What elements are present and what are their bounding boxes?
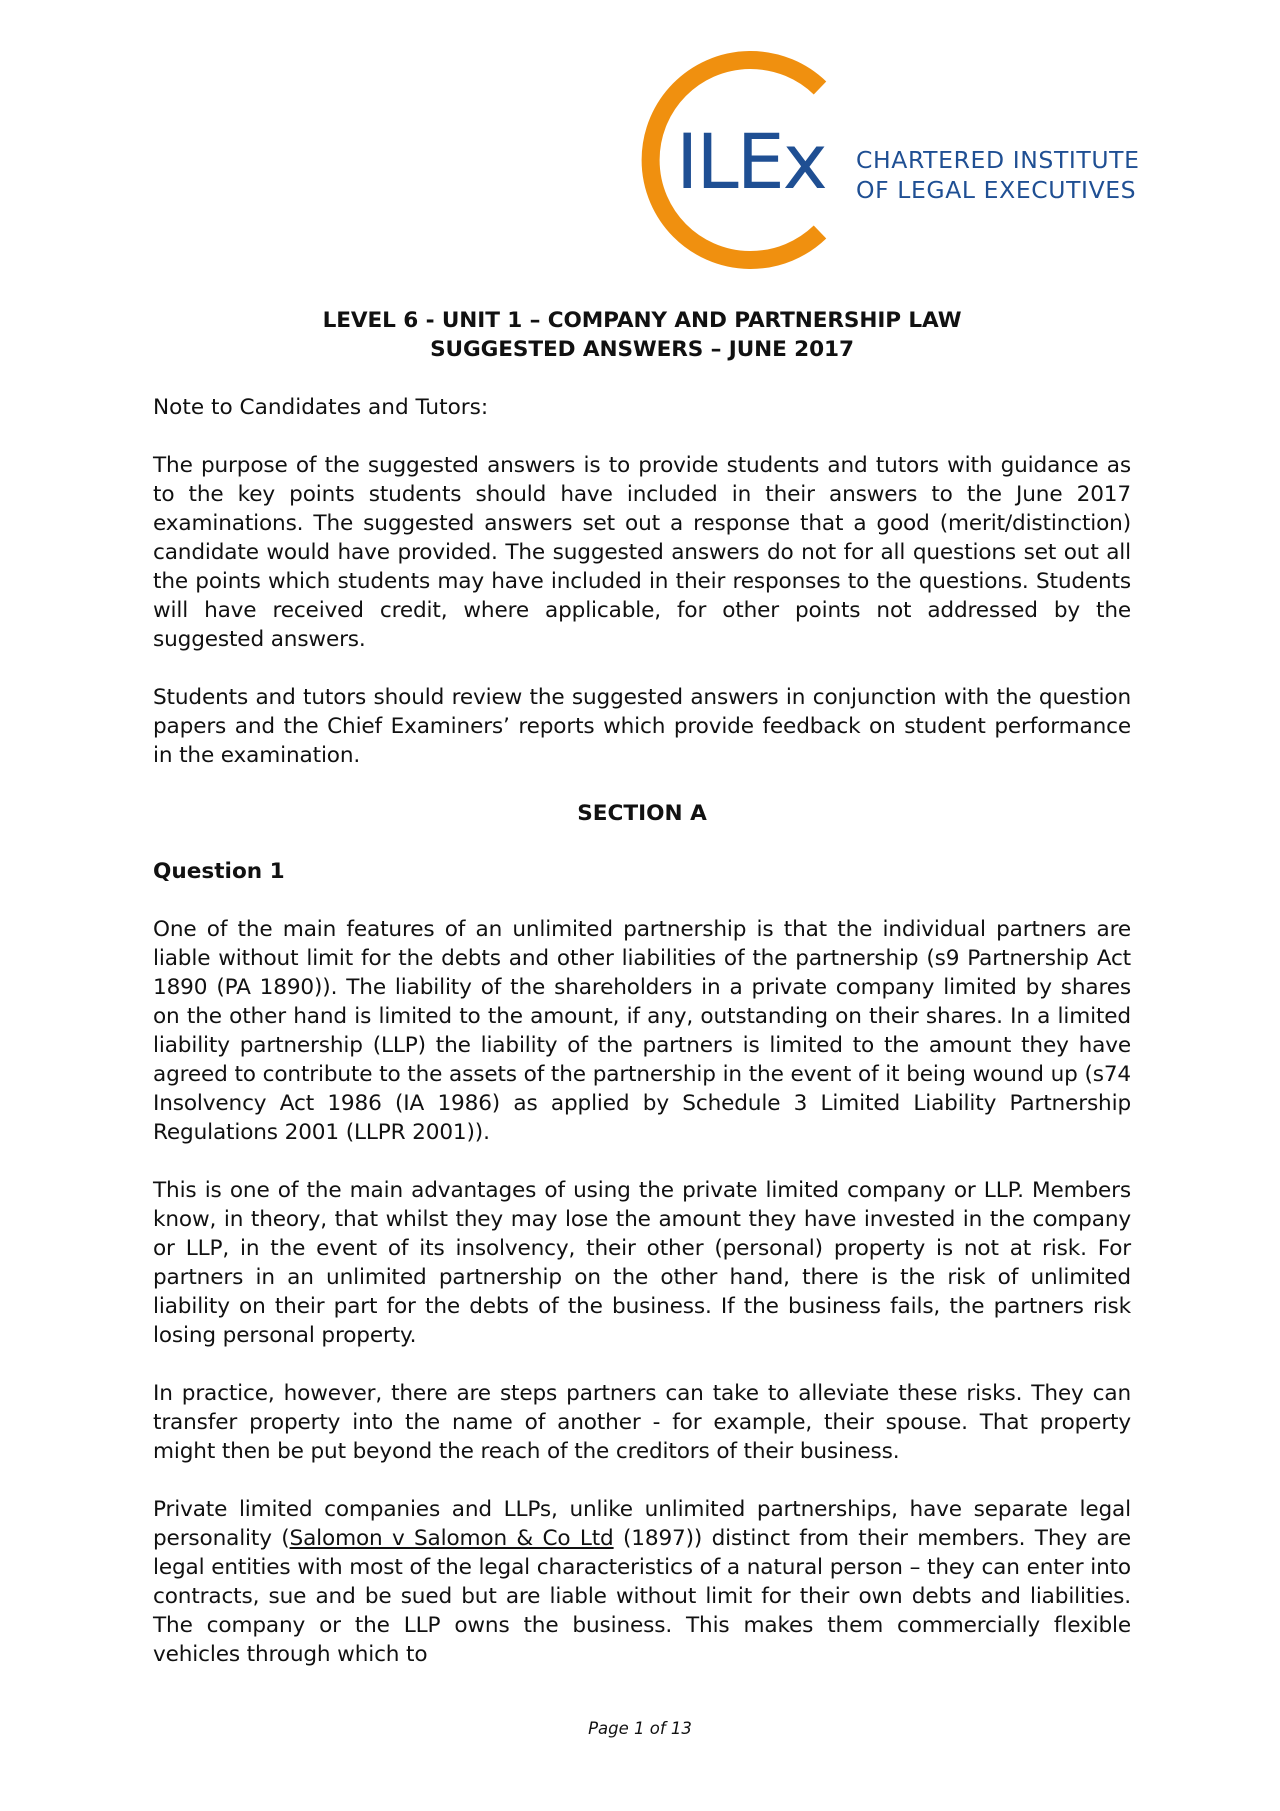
answer-paragraph-3: In practice, however, there are steps partners can take to alleviate these risks. They can transfer property into the name of another - for example, their spouse. That property might then be put beyond the reach of the creditors of their business. [153, 1381, 1131, 1464]
logo-line-2: OF LEGAL EXECUTIVES [856, 176, 1137, 204]
document-title [153, 306, 1131, 364]
answer-paragraph-4 [153, 1495, 1131, 1669]
logo-mark: ILEx [676, 117, 826, 206]
answer-paragraph-4-start: Private limited companies and LLPs, unlike unlimited partnerships, have separate legal personality ( [153, 1497, 1131, 1551]
answer-paragraph-2: This is one of the main advantages of using the private limited company or LLP. Members know, in theory, that whilst they may lose the amount they have invested in the company or LLP, in the event of its insolvency, their other (personal) property is not at risk. For partners in an unlimited partnership on the other hand, there is the risk of unlimited liability on their part for the debts of the business. If the business fails, the partners risk losing personal property. [153, 1178, 1131, 1348]
question-heading: Question 1 [153, 859, 285, 884]
title-line-2: SUGGESTED ANSWERS – JUNE 2017 [430, 337, 854, 362]
answer-paragraph-4-end: (1897)) distinct from their members. They are legal entities with most of the legal characteristics of a natural person – they can enter into contracts, sue and be sued but are liable without limit for their own debts and liabilities. The company or the LLP owns the business. This makes them commercially flexible vehicles through which to [153, 1526, 1131, 1667]
note-label: Note to Candidates and Tutors: [153, 395, 489, 420]
logo-line-1: CHARTERED INSTITUTE [856, 146, 1140, 174]
section-heading: SECTION A [577, 801, 707, 826]
cilex-logo [630, 50, 1190, 270]
answer-paragraph-1: One of the main features of an unlimited partnership is that the individual partners are liable without limit for the debts and other liabilities of the partnership (s9 Partnership Act 1890 (PA 1890)). The liability of the shareholders in a private company limited by shares on the other hand is limited to the amount, if any, outstanding on their shares. In a limited liability partnership (LLP) the liability of the partners is limited to the amount they have agreed to contribute to the assets of the partnership in the event of it being wound up (s74 Insolvency Act 1986 (IA 1986) as applied by Schedule 3 Limited Liability Partnership Regulations 2001 (LLPR 2001)). [153, 917, 1131, 1145]
page-number: Page 1 of 13 [588, 1719, 692, 1738]
title-line-1: LEVEL 6 - UNIT 1 – COMPANY AND PARTNERSHIP LAW [322, 308, 962, 333]
document-body [153, 306, 1131, 1669]
note-paragraph-1: The purpose of the suggested answers is to provide students and tutors with guidance as to the key points students should have included in their answers to the June 2017 examinations. The suggested answers set out a response that a good (merit/distinction) candidate would have provided. The suggested answers do not for all questions set out all the points which students may have included in their responses to the questions. Students will have received credit, where applicable, for other points not addressed by the suggested answers. [153, 453, 1131, 652]
case-citation: Salomon v Salomon & Co Ltd [289, 1526, 614, 1551]
logo-wordmark [856, 145, 1140, 205]
note-paragraph-2: Students and tutors should review the suggested answers in conjunction with the question papers and the Chief Examiners’ reports which provide feedback on student performance in the examination. [153, 685, 1131, 768]
